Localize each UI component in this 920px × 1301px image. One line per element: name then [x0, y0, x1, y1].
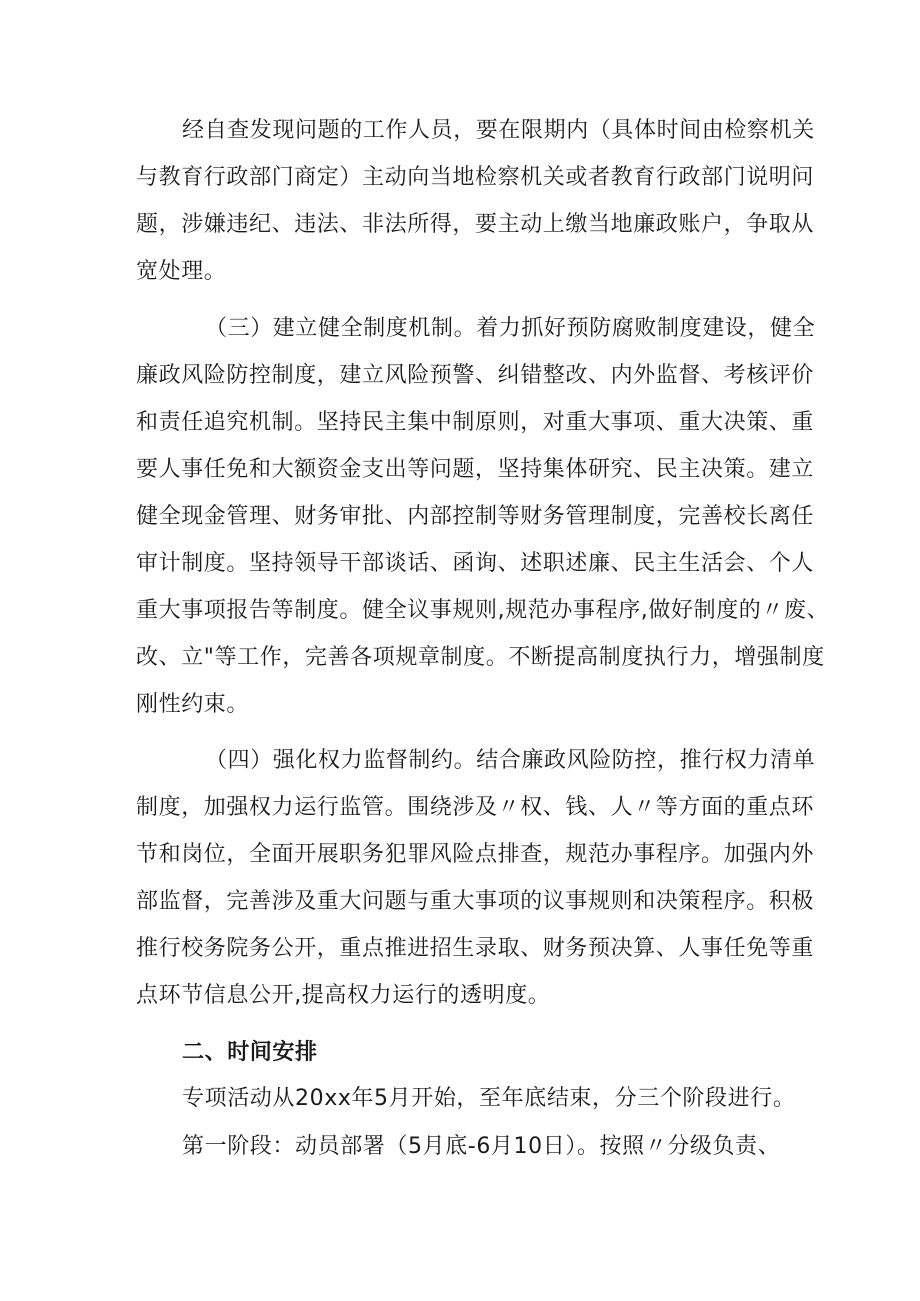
paragraph-2-line-2: 廉政风险防控制度，建立风险预警、纠错整改、内外监督、考核评价: [136, 363, 815, 388]
paragraph-2-line-5: 健全现金管理、财务审批、内部控制等财务管理制度，完善校长离任: [136, 504, 815, 529]
paragraph-2-line-4: 要人事任免和大额资金支出等问题，坚持集体研究、民主决策。建立: [136, 457, 815, 482]
paragraph-3-line-1: （四）强化权力监督制约。结合廉政风险防控，推行权力清单: [205, 748, 816, 773]
paragraph-1-line-3: 题，涉嫌违纪、违法、非法所得，要主动上缴当地廉政账户，争取从: [136, 212, 815, 237]
paragraph-1-line-2: 与教育行政部门商定）主动向当地检察机关或者教育行政部门说明问: [136, 165, 815, 190]
schedule-intro: 专项活动从20xx年5月开始，至年底结束，分三个阶段进行。: [182, 1086, 796, 1111]
section-heading: 二、时间安排: [182, 1040, 318, 1065]
paragraph-1-line-1: 经自查发现问题的工作人员，要在限期内（具体时间由检察机关: [182, 118, 815, 143]
paragraph-2-line-7: 重大事项报告等制度。健全议事规则,规范办事程序,做好制度的〃废、: [136, 598, 830, 623]
paragraph-2-line-3: 和责任追究机制。坚持民主集中制原则，对重大事项、重大决策、重: [136, 410, 815, 435]
paragraph-3-line-3: 节和岗位，全面开展职务犯罪风险点排查，规范办事程序。加强内外: [136, 842, 815, 867]
paragraph-2-line-9: 刚性约束。: [136, 692, 250, 717]
paragraph-2-line-6: 审计制度。坚持领导干部谈话、函询、述职述廉、民主生活会、个人: [136, 551, 815, 576]
paragraph-3-line-6: 点环节信息公开,提高权力运行的透明度。: [136, 983, 551, 1008]
paragraph-3-line-4: 部监督，完善涉及重大问题与重大事项的议事规则和决策程序。积极: [136, 889, 815, 914]
paragraph-3-line-5: 推行校务院务公开，重点推进招生录取、财务预决算、人事任免等重: [136, 936, 815, 961]
paragraph-2-line-1: （三）建立健全制度机制。着力抓好预防腐败制度建设，健全: [205, 316, 816, 341]
paragraph-3-line-2: 制度，加强权力运行监管。围绕涉及〃权、钱、人〃等方面的重点环: [136, 795, 815, 820]
paragraph-1-line-4: 宽处理。: [136, 259, 227, 284]
phase-one-line: 第一阶段：动员部署（5月底-6月10日）。按照〃分级负责、: [182, 1134, 781, 1159]
paragraph-2-line-8: 改、立"等工作，完善各项规章制度。不断提高制度执行力，增强制度: [136, 645, 825, 670]
